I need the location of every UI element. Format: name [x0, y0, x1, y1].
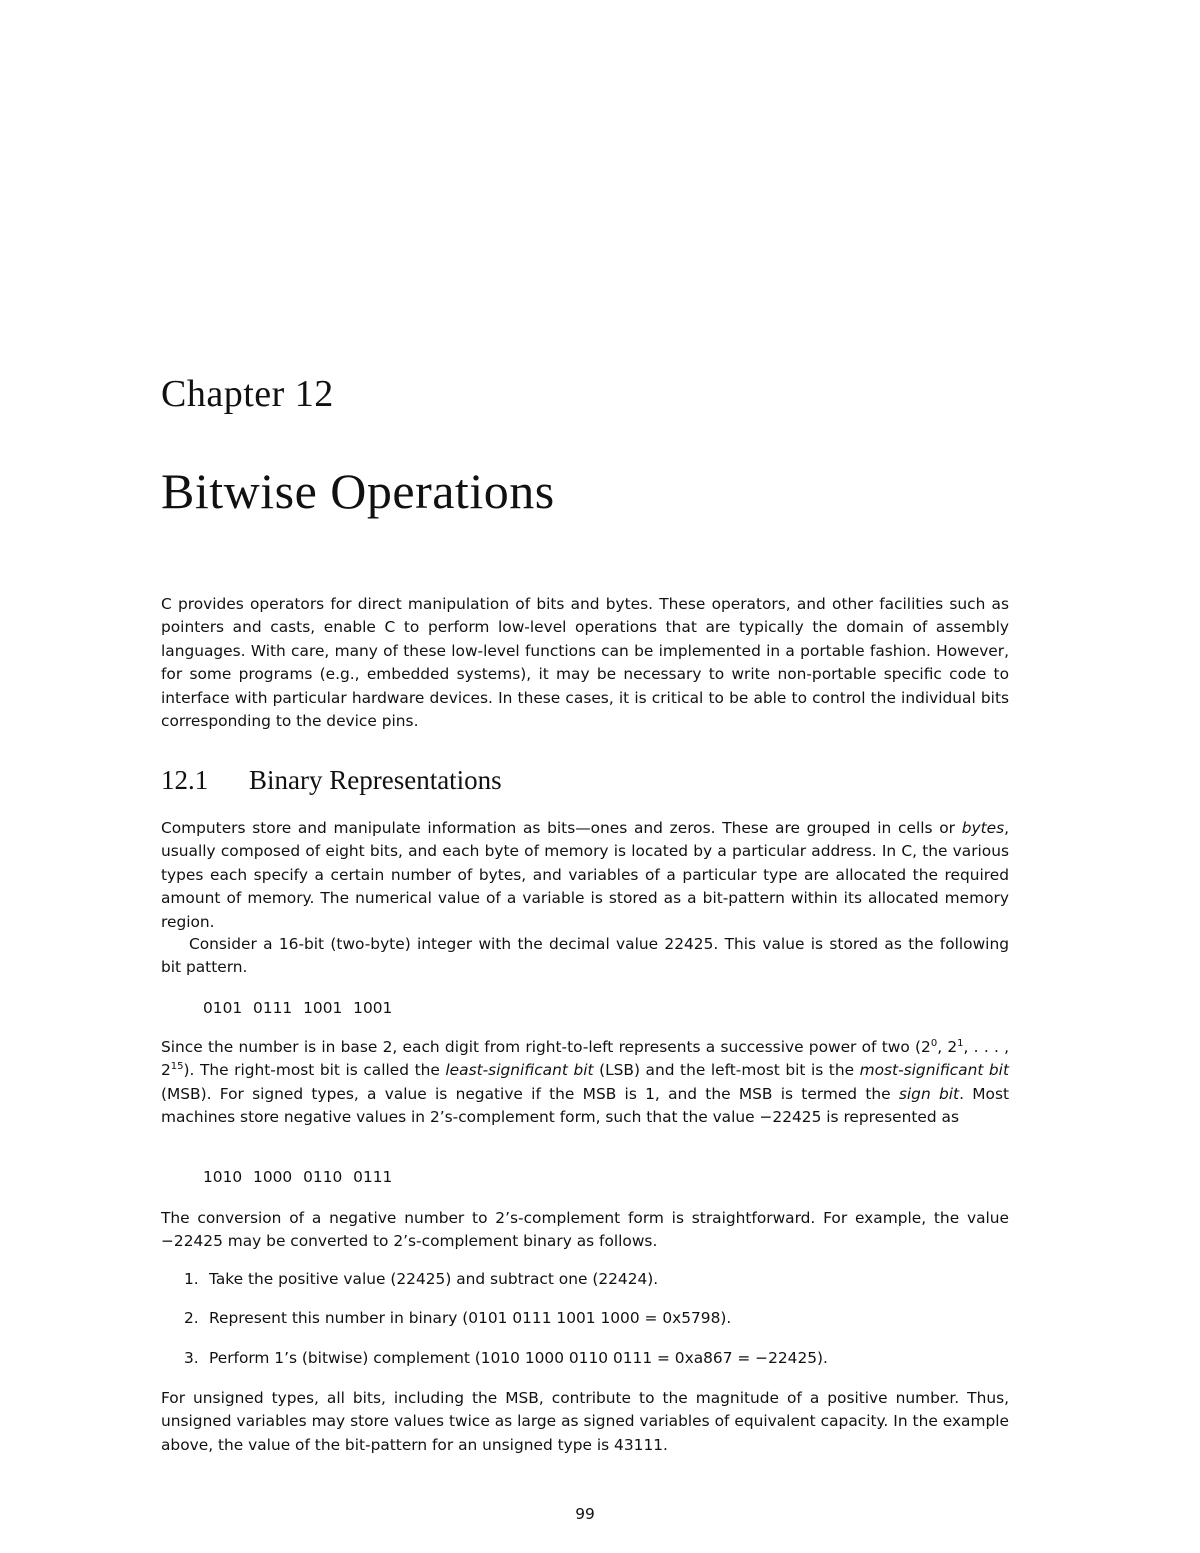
- section-heading: [161, 765, 502, 796]
- text-run: (LSB) and the left-most bit is the: [593, 1061, 860, 1080]
- list-item: [184, 1309, 731, 1327]
- bit-pattern-negative: 1010 1000 0110 0111: [203, 1168, 393, 1186]
- paragraph-conversion: The conversion of a negative number to 2’s-complement form is straightforward. For example, the value −22425 may be converted to 2’s-complement binary as follows.: [161, 1209, 1009, 1251]
- text-run: ). The right-most bit is called the: [183, 1061, 446, 1080]
- section-number: 12.1: [161, 765, 209, 795]
- list-number: 2.: [184, 1309, 199, 1327]
- list-text: Take the positive value (22425) and subtract one (22424).: [209, 1270, 659, 1288]
- intro-paragraph: C provides operators for direct manipulation of bits and bytes. These operators, and other facilities such as pointers and casts, enable C to perform low-level operations that are typically the domain of assembly languages. With care, many of these low-level functions can be implemented in a portable fashion. However, for some programs (e.g., embedded systems), it may be necessary to write non-portable specific code to interface with particular hardware devices. In these cases, it is critical to be able to control the individual bits corresponding to the device pins.: [161, 595, 1009, 731]
- text-run: , usually composed of eight bits, and each byte of memory is located by a particular address. In C, the various types each specify a certain number of bytes, and variables of a particular type are allocated the required amount of memory. The numerical value of a variable is stored as a bit-pattern within its allocated memory region.: [161, 819, 1009, 931]
- chapter-title: Bitwise Operations: [161, 463, 555, 519]
- text-run: . Most machines store negative values in 2’s-complement form, such that the value −22425 is represented as: [161, 1084, 1009, 1127]
- list-number: 3.: [184, 1349, 199, 1367]
- chapter-label: Chapter 12: [161, 373, 334, 415]
- paragraph-bits-bytes: [161, 817, 1009, 934]
- term-msb: most-significant bit: [859, 1061, 1009, 1080]
- list-text: Represent this number in binary (0101 0111 1001 1000 = 0x5798).: [209, 1309, 732, 1327]
- bit-pattern-positive: 0101 0111 1001 1001: [203, 999, 393, 1017]
- page-number: 99: [575, 1505, 595, 1523]
- superscript: 0: [930, 1037, 938, 1049]
- text-run: Computers store and manipulate information as bits—ones and zeros. These are grouped in cells or: [161, 819, 962, 837]
- text-run: , . . . , 2: [161, 1038, 1010, 1080]
- list-item: [184, 1270, 658, 1288]
- section-title: Binary Representations: [249, 765, 502, 795]
- list-item: [184, 1349, 828, 1367]
- text-run: , 2: [937, 1038, 958, 1056]
- list-number: 1.: [184, 1270, 199, 1288]
- paragraph-base2: [161, 1036, 1009, 1130]
- text-run: Since the number is in base 2, each digit from right-to-left represents a successive power of two (2: [161, 1038, 931, 1056]
- term-lsb: least-significant bit: [445, 1061, 594, 1080]
- superscript: 15: [170, 1061, 184, 1073]
- term-sign-bit: sign bit: [898, 1084, 960, 1103]
- superscript: 1: [957, 1037, 964, 1049]
- term-bytes: bytes: [961, 819, 1005, 837]
- paragraph-consider: Consider a 16-bit (two-byte) integer with the decimal value 22425. This value is stored as the following bit pattern.: [161, 935, 1009, 977]
- list-text: Perform 1’s (bitwise) complement (1010 1000 0110 0111 = 0xa867 = −22425).: [209, 1349, 828, 1367]
- paragraph-unsigned: For unsigned types, all bits, including the MSB, contribute to the magnitude of a positive number. Thus, unsigned variables may store values twice as large as signed variables of equivalent capacity. In the example above, the value of the bit-pattern for an unsigned type is 43111.: [161, 1389, 1009, 1454]
- text-run: (MSB). For signed types, a value is negative if the MSB is 1, and the MSB is termed the: [161, 1084, 899, 1103]
